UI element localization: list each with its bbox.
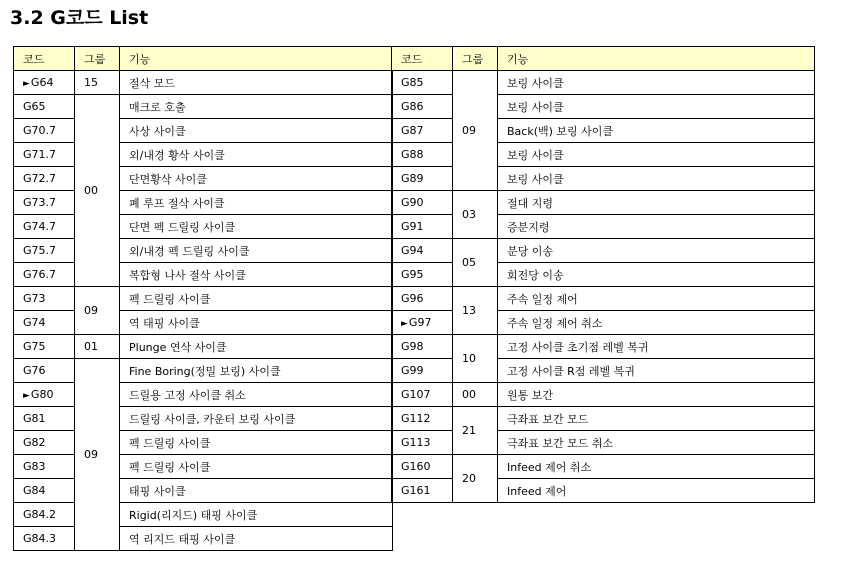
code-cell <box>14 239 75 263</box>
code-value: G87 <box>401 124 424 137</box>
function-cell: 주속 일정 제어 <box>498 287 815 311</box>
function-cell: 단면황삭 사이클 <box>120 167 393 191</box>
code-cell <box>392 359 453 383</box>
code-cell <box>392 143 453 167</box>
code-cell <box>392 239 453 263</box>
function-cell: 태핑 사이클 <box>120 479 393 503</box>
table-row <box>14 215 393 239</box>
code-value: G71.7 <box>23 148 57 161</box>
code-value: G76 <box>23 364 46 377</box>
header-group: 그룹 <box>453 47 498 71</box>
group-cell: 10 <box>453 335 498 383</box>
group-cell: 03 <box>453 191 498 239</box>
code-value: G64 <box>30 76 54 89</box>
code-value: G96 <box>401 292 424 305</box>
code-cell <box>392 383 453 407</box>
code-value: G73.7 <box>23 196 57 209</box>
function-cell: 역 태핑 사이클 <box>120 311 393 335</box>
code-cell <box>392 263 453 287</box>
code-cell <box>14 95 75 119</box>
code-value: G75.7 <box>23 244 57 257</box>
table-row <box>14 143 393 167</box>
function-cell: 극좌표 보간 모드 <box>498 407 815 431</box>
code-value: G73 <box>23 292 46 305</box>
table-row <box>14 191 393 215</box>
function-cell: 극좌표 보간 모드 취소 <box>498 431 815 455</box>
function-cell: 절삭 모드 <box>120 71 393 95</box>
header-function: 기능 <box>498 47 815 71</box>
function-cell: 회전당 이송 <box>498 263 815 287</box>
table-row <box>14 335 393 359</box>
code-value: G85 <box>401 76 424 89</box>
code-cell <box>392 287 453 311</box>
function-cell: 사상 사이클 <box>120 119 393 143</box>
code-cell <box>14 71 75 95</box>
function-cell: 역 리지드 태핑 사이클 <box>120 527 393 551</box>
code-value: G88 <box>401 148 424 161</box>
code-value: G86 <box>401 100 424 113</box>
code-cell <box>14 383 75 407</box>
code-cell <box>14 431 75 455</box>
code-value: G74 <box>23 316 46 329</box>
table-row <box>392 71 815 95</box>
code-cell <box>392 167 453 191</box>
code-value: G75 <box>23 340 46 353</box>
group-cell: 09 <box>75 359 120 551</box>
function-cell: 드릴용 고정 사이클 취소 <box>120 383 393 407</box>
group-cell: 21 <box>453 407 498 455</box>
gcode-table-left <box>13 46 393 551</box>
function-cell: 외/내경 펙 드릴링 사이클 <box>120 239 393 263</box>
code-cell <box>14 287 75 311</box>
function-cell: 보링 사이클 <box>498 71 815 95</box>
function-cell: 폐 루프 절삭 사이클 <box>120 191 393 215</box>
code-value: G76.7 <box>23 268 57 281</box>
code-value: G81 <box>23 412 46 425</box>
table-row <box>14 503 393 527</box>
function-cell: 외/내경 황삭 사이클 <box>120 143 393 167</box>
code-value: G91 <box>401 220 424 233</box>
code-cell <box>392 335 453 359</box>
function-cell: Back(백) 보링 사이클 <box>498 119 815 143</box>
code-cell <box>14 479 75 503</box>
code-cell <box>392 311 453 335</box>
header-code: 코드 <box>392 47 453 71</box>
function-cell: 분당 이송 <box>498 239 815 263</box>
table-row <box>14 479 393 503</box>
table-row <box>14 527 393 551</box>
code-cell <box>14 359 75 383</box>
function-cell: Infeed 제어 <box>498 479 815 503</box>
table-row <box>392 335 815 359</box>
table-header-row <box>14 47 393 71</box>
code-value: G97 <box>408 316 432 329</box>
group-cell: 09 <box>453 71 498 191</box>
function-cell: 단면 펙 드릴링 사이클 <box>120 215 393 239</box>
function-cell: 복합형 나사 절삭 사이클 <box>120 263 393 287</box>
table-row <box>14 311 393 335</box>
code-cell <box>392 71 453 95</box>
group-cell: 13 <box>453 287 498 335</box>
code-value: G84.3 <box>23 532 57 545</box>
code-cell <box>392 407 453 431</box>
group-cell: 00 <box>75 95 120 287</box>
function-cell: 펙 드릴링 사이클 <box>120 455 393 479</box>
header-function: 기능 <box>120 47 393 71</box>
code-value: G74.7 <box>23 220 57 233</box>
group-cell: 00 <box>453 383 498 407</box>
code-value: G82 <box>23 436 46 449</box>
table-row <box>14 383 393 407</box>
function-cell: 펙 드릴링 사이클 <box>120 287 393 311</box>
table-row <box>14 71 393 95</box>
group-cell: 15 <box>75 71 120 95</box>
function-cell: Infeed 제어 취소 <box>498 455 815 479</box>
code-value: G84 <box>23 484 46 497</box>
code-cell <box>392 191 453 215</box>
table-row <box>392 383 815 407</box>
function-cell: 드릴링 사이클, 카운터 보링 사이클 <box>120 407 393 431</box>
code-value: G89 <box>401 172 424 185</box>
code-value: G90 <box>401 196 424 209</box>
code-cell <box>14 335 75 359</box>
header-code: 코드 <box>14 47 75 71</box>
code-cell <box>14 143 75 167</box>
table-row <box>14 239 393 263</box>
table-row <box>392 239 815 263</box>
code-cell <box>14 527 75 551</box>
function-cell: 고정 사이클 초기점 레벨 복귀 <box>498 335 815 359</box>
code-value: G107 <box>401 388 431 401</box>
function-cell: 증분지령 <box>498 215 815 239</box>
default-marker-icon: ► <box>401 319 408 329</box>
code-value: G113 <box>401 436 431 449</box>
code-cell <box>392 95 453 119</box>
group-cell: 05 <box>453 239 498 287</box>
default-marker-icon: ► <box>23 391 30 401</box>
code-cell <box>14 311 75 335</box>
table-row <box>392 287 815 311</box>
page-title: 3.2 G코드 List <box>10 7 149 29</box>
code-value: G98 <box>401 340 424 353</box>
table-row <box>14 95 393 119</box>
function-cell: 고정 사이클 R점 레벨 복귀 <box>498 359 815 383</box>
code-cell <box>14 215 75 239</box>
function-cell: 펙 드릴링 사이클 <box>120 431 393 455</box>
code-cell <box>14 191 75 215</box>
function-cell: Plunge 연삭 사이클 <box>120 335 393 359</box>
table-row <box>14 407 393 431</box>
code-value: G83 <box>23 460 46 473</box>
code-cell <box>14 263 75 287</box>
code-cell <box>14 503 75 527</box>
code-value: G70.7 <box>23 124 57 137</box>
function-cell: Fine Boring(정밀 보링) 사이클 <box>120 359 393 383</box>
code-cell <box>392 119 453 143</box>
table-row <box>14 455 393 479</box>
table-row <box>392 191 815 215</box>
function-cell: Rigid(리지드) 태핑 사이클 <box>120 503 393 527</box>
code-cell <box>14 407 75 431</box>
table-header-row <box>392 47 815 71</box>
code-value: G95 <box>401 268 424 281</box>
code-value: G99 <box>401 364 424 377</box>
code-value: G160 <box>401 460 431 473</box>
code-value: G84.2 <box>23 508 57 521</box>
table-row <box>392 407 815 431</box>
table-row <box>14 287 393 311</box>
function-cell: 원통 보간 <box>498 383 815 407</box>
code-value: G112 <box>401 412 431 425</box>
table-row <box>14 167 393 191</box>
gcode-table-right <box>391 46 815 503</box>
code-value: G72.7 <box>23 172 57 185</box>
code-cell <box>392 455 453 479</box>
code-cell <box>14 119 75 143</box>
table-row <box>392 455 815 479</box>
table-row <box>14 263 393 287</box>
function-cell: 보링 사이클 <box>498 95 815 119</box>
code-value: G65 <box>23 100 46 113</box>
table-row <box>14 119 393 143</box>
code-cell <box>392 431 453 455</box>
code-cell <box>392 215 453 239</box>
group-cell: 01 <box>75 335 120 359</box>
default-marker-icon: ► <box>23 79 30 89</box>
code-cell <box>392 479 453 503</box>
function-cell: 절대 지령 <box>498 191 815 215</box>
group-cell: 09 <box>75 287 120 335</box>
code-cell <box>14 167 75 191</box>
header-group: 그룹 <box>75 47 120 71</box>
function-cell: 보링 사이클 <box>498 167 815 191</box>
function-cell: 매크로 호출 <box>120 95 393 119</box>
code-value: G161 <box>401 484 431 497</box>
group-cell: 20 <box>453 455 498 503</box>
table-row <box>14 431 393 455</box>
table-row <box>14 359 393 383</box>
code-cell <box>14 455 75 479</box>
code-value: G80 <box>30 388 54 401</box>
code-value: G94 <box>401 244 424 257</box>
function-cell: 주속 일정 제어 취소 <box>498 311 815 335</box>
function-cell: 보링 사이클 <box>498 143 815 167</box>
